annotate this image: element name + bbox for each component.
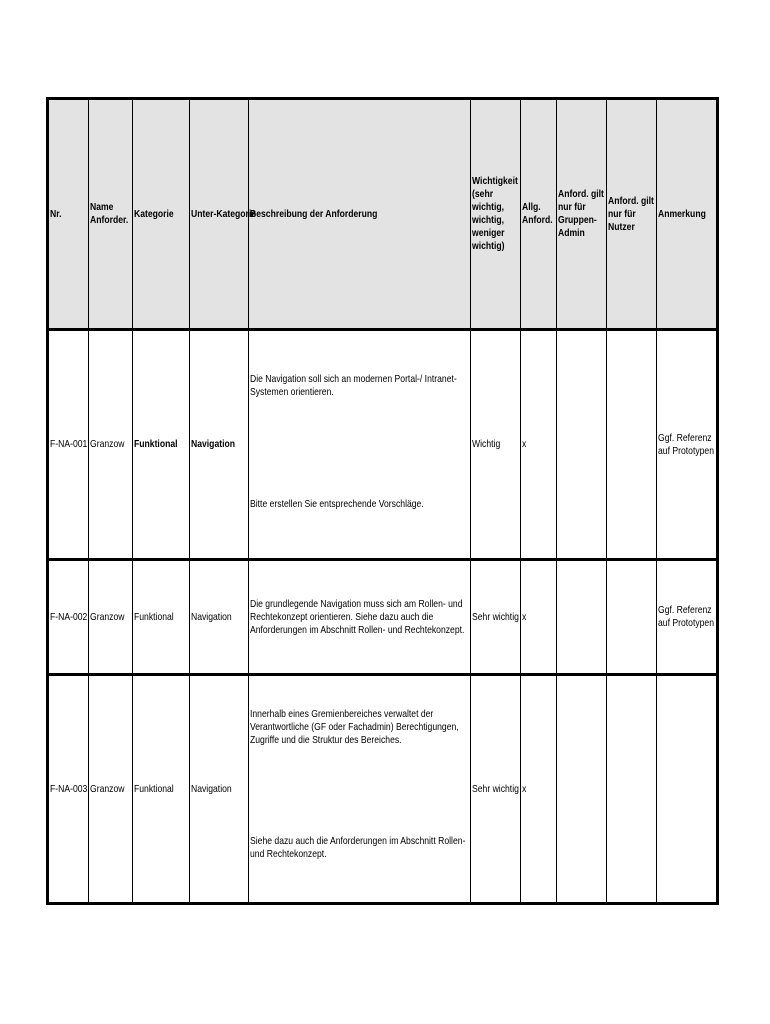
- beschreibung-part-1: Innerhalb eines Gremienbereiches verwaltet der Verantwortliche (GF oder Fachadmin) Berechtigungen, Zugriffe und die Struktur des Bereiches.: [250, 708, 459, 746]
- cell-nr: F-NA-002: [48, 560, 89, 675]
- cell-allg: x: [521, 330, 557, 560]
- cell-kategorie: Funktional: [133, 560, 190, 675]
- header-unterkategorie: Unter-Kategorie: [190, 99, 249, 330]
- cell-name: Granzow: [89, 560, 133, 675]
- cell-nutzer: [607, 675, 657, 904]
- cell-name: Granzow: [89, 675, 133, 904]
- cell-gruppenadmin: [557, 560, 607, 675]
- cell-allg: x: [521, 560, 557, 675]
- beschreibung-part-2: Siehe dazu auch die Anforderungen im Abschnitt Rollen- und Rechtekonzept.: [250, 835, 466, 860]
- header-allg: Allg. Anford.: [521, 99, 557, 330]
- cell-wichtigkeit: Sehr wichtig: [471, 675, 521, 904]
- cell-anmerkung: Ggf. Referenz auf Prototypen: [657, 560, 718, 675]
- header-nutzer: Anford. gilt nur für Nutzer: [607, 99, 657, 330]
- cell-anmerkung: Ggf. Referenz auf Prototypen: [657, 330, 718, 560]
- header-row: [48, 99, 718, 330]
- cell-wichtigkeit: Wichtig: [471, 330, 521, 560]
- header-wichtigkeit: Wichtigkeit (sehr wichtig, wichtig, weniger wichtig): [471, 99, 521, 330]
- cell-gruppenadmin: [557, 330, 607, 560]
- cell-kategorie: Funktional: [133, 675, 190, 904]
- cell-nr: F-NA-001: [48, 330, 89, 560]
- header-gruppenadmin: Anford. gilt nur für Gruppen-Admin: [557, 99, 607, 330]
- cell-unterkategorie: Navigation: [190, 675, 249, 904]
- beschreibung-part-2: Bitte erstellen Sie entsprechende Vorschläge.: [250, 498, 424, 510]
- header-beschreibung: Beschreibung der Anforderung: [249, 99, 471, 330]
- cell-nutzer: [607, 330, 657, 560]
- cell-nr: F-NA-003: [48, 675, 89, 904]
- cell-unterkategorie: Navigation: [190, 330, 249, 560]
- cell-unterkategorie: Navigation: [190, 560, 249, 675]
- cell-beschreibung: Die grundlegende Navigation muss sich am Rollen- und Rechtekonzept orientieren. Siehe dazu auch die Anforderungen im Abschnitt Rollen- und Rechtekonzept.: [249, 560, 471, 675]
- cell-beschreibung: [249, 675, 471, 904]
- cell-beschreibung: [249, 330, 471, 560]
- table-row: [48, 330, 718, 560]
- header-anmerkung: Anmerkung: [657, 99, 718, 330]
- requirements-table: [46, 97, 719, 905]
- table-row: [48, 560, 718, 675]
- header-kategorie: Kategorie: [133, 99, 190, 330]
- beschreibung-part-1: Die Navigation soll sich an modernen Portal-/ Intranet-Systemen orientieren.: [250, 373, 457, 398]
- cell-gruppenadmin: [557, 675, 607, 904]
- cell-name: Granzow: [89, 330, 133, 560]
- cell-kategorie: Funktional: [133, 330, 190, 560]
- cell-anmerkung: [657, 675, 718, 904]
- table-row: [48, 675, 718, 904]
- cell-wichtigkeit: Sehr wichtig: [471, 560, 521, 675]
- header-name: Name Anforder.: [89, 99, 133, 330]
- cell-allg: x: [521, 675, 557, 904]
- header-nr: Nr.: [48, 99, 89, 330]
- cell-nutzer: [607, 560, 657, 675]
